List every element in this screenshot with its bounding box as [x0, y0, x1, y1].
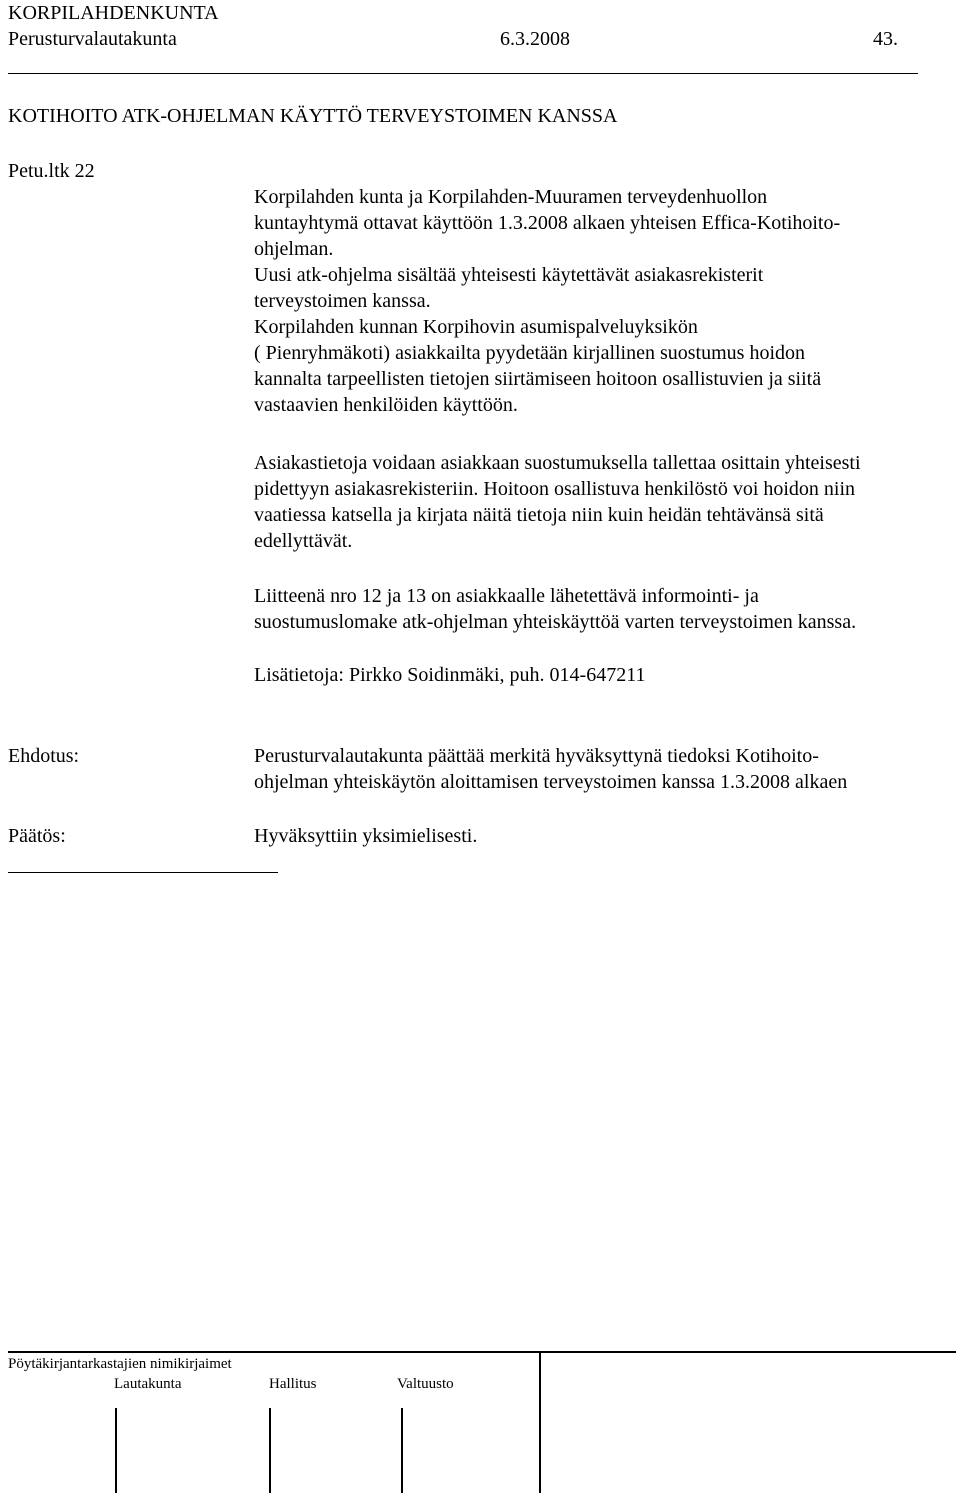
paragraph-contact: Lisätietoja: Pirkko Soidinmäki, puh. 014-647211	[254, 664, 646, 686]
footer-col-lautakunta: Lautakunta	[114, 1376, 182, 1392]
header-divider	[8, 73, 918, 74]
committee-name: Perusturvalautakunta	[8, 28, 177, 50]
paragraph-client-data: Asiakastietoja voidaan asiakkaan suostumuksella tallettaa osittain yhteisesti pidettyyn asiakasrekisteriin. Hoitoon osallistuva henkilöstö voi hoidon niin vaatiessa katsella ja kirjata näitä tietoja niin kuin heidän tehtävänsä sitä edellyttävät.	[254, 452, 861, 552]
footer-top-rule	[8, 1351, 956, 1353]
signature-divider-3	[401, 1408, 403, 1493]
organization-name: KORPILAHDENKUNTA	[8, 2, 219, 24]
footer-title: Pöytäkirjantarkastajien nimikirjaimet	[8, 1356, 232, 1372]
decision-text: Hyväksyttiin yksimielisesti.	[254, 825, 478, 847]
reference-number: Petu.ltk 22	[8, 160, 95, 182]
proposal-text: Perusturvalautakunta päättää merkitä hyväksyttynä tiedoksi Kotihoito- ohjelman yhteiskäytön aloittamisen terveystoimen kanssa 1.3.2008 alkaen	[254, 745, 848, 793]
meeting-date: 6.3.2008	[500, 28, 570, 50]
footer-col-valtuusto: Valtuusto	[397, 1376, 454, 1392]
proposal-label: Ehdotus:	[8, 745, 80, 767]
paragraph-intro: Korpilahden kunta ja Korpilahden-Muuramen terveydenhuollon kuntayhtymä ottavat käyttöön 1.3.2008 alkaen yhteisen Effica-Kotihoito- ohjelman. Uusi atk-ohjelma sisältää yhteisesti käytettävät asiakasrekisterit terveystoimen kanssa. Korpilahden kunnan Korpihovin asumispalveluyksikön ( Pienryhmäkoti) asiakkailta pyydetään kirjallinen suostumus hoidon kannalta tarpeellisten tietojen siirtämiseen hoitoon osallistuvien ja siitä vastaavien henkilöiden käyttöön.	[254, 186, 841, 416]
document-title: KOTIHOITO ATK-OHJELMAN KÄYTTÖ TERVEYSTOIMEN KANSSA	[8, 105, 618, 127]
page-number: 43.	[873, 28, 898, 50]
decision-underline	[8, 872, 278, 873]
paragraph-attachments: Liitteenä nro 12 ja 13 on asiakkaalle lähetettävä informointi- ja suostumuslomake atk-ohjelman yhteiskäyttöä varten terveystoimen kanssa.	[254, 585, 857, 633]
footer-right-divider	[539, 1351, 541, 1493]
signature-divider-2	[269, 1408, 271, 1493]
decision-label: Päätös:	[8, 825, 66, 847]
footer-col-hallitus: Hallitus	[269, 1376, 317, 1392]
signature-divider-1	[115, 1408, 117, 1493]
